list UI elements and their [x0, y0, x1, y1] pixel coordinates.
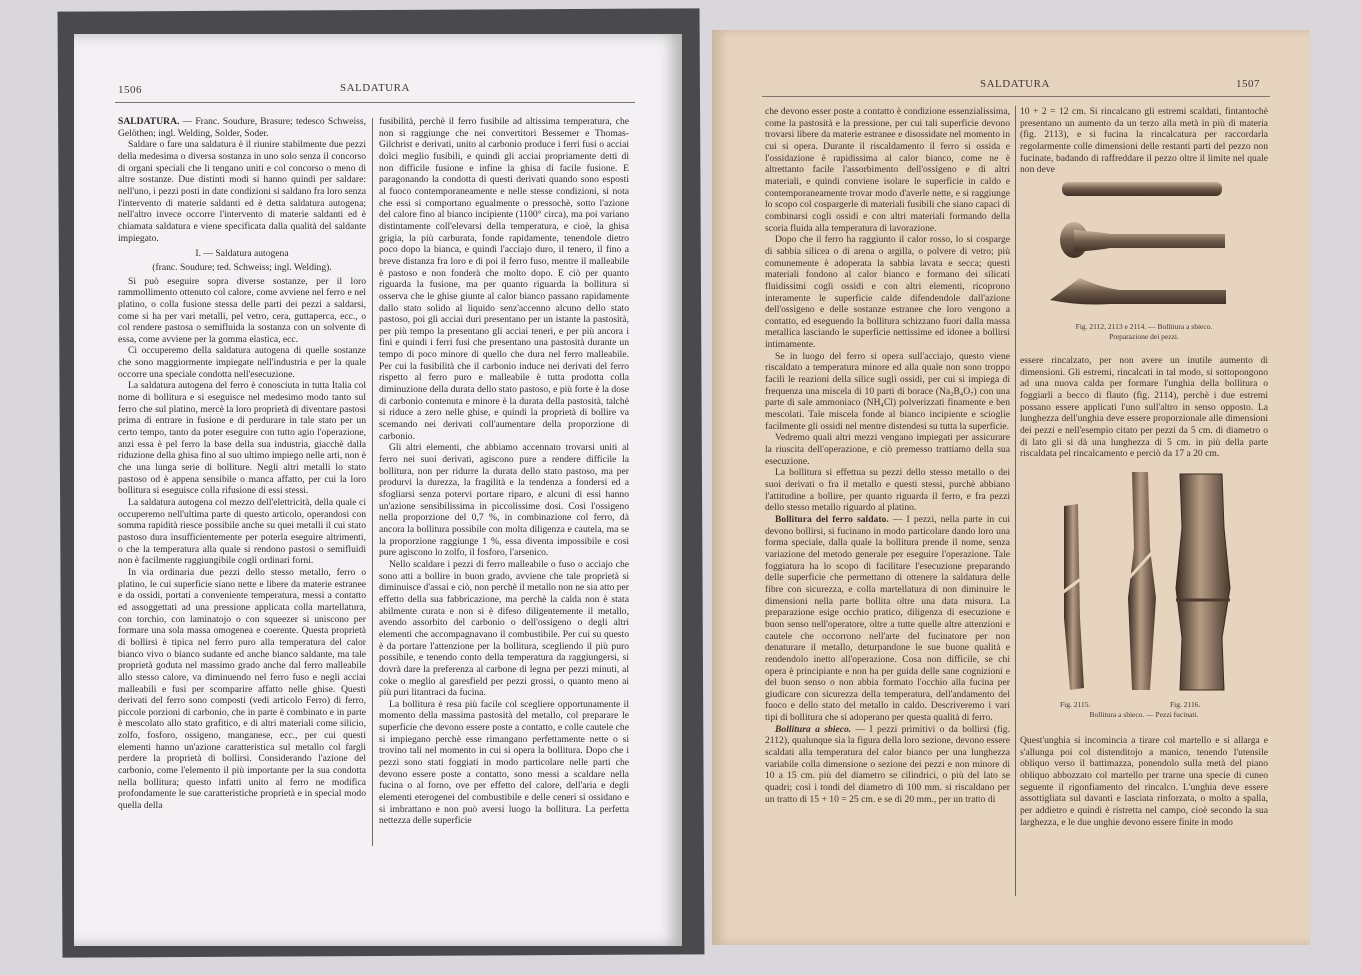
subsection-heading: Bollitura a sbieco. — [775, 723, 852, 735]
paragraph: Se in luogo del ferro si opera sull'acciajo, questo viene riscaldato a temperatura minore ed alla quale non sono troppo facili le reazioni della silice sugli ossidi, per cui si impiega di frequenza una miscela di 10 parti di borace (Na₂B₄O₇) con una parte di sale ammoniaco (NH₄Cl) polverizzati finamente e ben mescolati. Tale miscela fonde al bianco incipiente e scioglie facilmente gli ossidi nel mentre distendesi su tutta la superficie. — [765, 350, 1010, 432]
paragraph: essere rincalzato, per non avere un inutile aumento di dimensioni. Gli estremi, rincalcati in tal modo, si sottopongono ad una nuova calda per formare l'unghia della bollitura o foggiarli a becco di flauto (fig. 2114), perchè i due estremi possano essere applicati l'uno sull'altro in senso opposto. La lunghezza dell'unghia deve essere proporzionale alle dimensioni dei pezzi e nell'esempio citato per pezzi da 5 cm. di diametro o di lato gli si dà una lunghezza di 5 cm. in più della parte riscaldata pel rincalcamento e perciò da 17 a 20 cm. — [1020, 355, 1268, 460]
rod-fig-2114 — [1050, 278, 1226, 305]
piece-fig-2116 — [1176, 474, 1230, 690]
figure-label: Fig. 2115. — [1060, 700, 1091, 709]
paragraph: che devono esser poste a contatto è condizione essenzialissima, come la pastosità e la pressione, per cui tali superficie devono trovarsi libere da materie estranee e disossidate nel momento in cui si opera. Durante il riscaldamento il ferro si ossida e l'ossidazione è rapidissima al calor bianco, come ne è altrettanto facile l'assorbimento dell'ossigeno e di altri materiali, e quindi conviene isolare le superficie in caldo e contemporaneamente trovar modo d'averle nette, e si raggiunge lo scopo col cospargerle di materiali fusibili che siano capaci di combinarsi cogli ossidi e con altri materiali formando della scoria fluida alla temperatura di lavorazione. — [765, 106, 1010, 234]
left-running-head: SALDATURA — [340, 82, 410, 94]
paragraph: Si può eseguire sopra diverse sostanze, per il loro rammollimento ottenuto col calore, come avviene nel ferro e nel platino, o colla fusione stessa delle parti dei pezzi a saldarsi, come si ha per vari metalli, pel vetro, cera, guttaperca, ecc., o col rendere pastosa o semifluida la sostanza con un solvente di essa, come avviene per la gomma elastica, ecc. — [118, 275, 366, 345]
right-running-head: SALDATURA — [980, 78, 1050, 90]
left-page-number: 1506 — [118, 84, 142, 96]
right-header-rule — [762, 96, 1270, 97]
piece-fig-2115b — [1120, 472, 1158, 690]
figure-caption-line: Fig. 2112, 2113 e 2114. — Bollitura a sbieco. — [1075, 322, 1213, 331]
section-title: I. — Saldatura autogena — [195, 248, 289, 260]
paragraph: Quest'unghia si incomincia a tirare col martello e si allarga e s'allunga poi col distenditojo a manico, tenendo l'utensile obliquo verso il battimazza, ponendolo sulla metà del piano obliquo abbozzato col martello per trarne una specie di cuneo seguente il rigonfiamento del rincalco. L'unghia deve essere assottigliata sul davanti e lasciata rinforzata, o molto a spalla, per addietro e quindi è ristretta nel campo, cioè secondo la sua larghezza, e le due unghie devono essere finite in modo — [1020, 735, 1268, 828]
paragraph: — I pezzi, nella parte in cui devono bollirsi, si fucinano in modo particolare dando loro una forma speciale, dalla quale la bollitura prende il nome, senza variazione del metodo generale per eseguire l'operazione. Tale foggiatura ha lo scopo di facilitare l'esecuzione preparando delle superficie che permettano di ottenere la saldatura delle fibre con sicurezza, e colla martellatura di non diminuire le dimensioni nella parte bollita oltre una data misura. La preparazione esige occhio pratico, diligenza di esecuzione e buon senso nell'operatore, oltre a tutte quelle altre attenzioni e cautele che occorrono nell'arte del fucinatore per non denaturare il metallo, deturpandone le sue buone qualità e rendendolo inetto all'operazione. Cosa non difficile, se chi opera è principiante e non ha per guida delle sane cognizioni e del buon senso o non abbia formato l'occhio alla fucina per giudicare con sicurezza della temperatura, dell'andamento del fuoco e dello stato del metallo in caldo. Descriveremo i vari tipi di bollitura che si adoperano per questa qualità di ferro. — [765, 513, 1010, 724]
rod-fig-2113 — [1060, 222, 1225, 258]
paragraph: La bollitura si effettua su pezzi dello stesso metallo o dei suoi derivati o fra il metallo e questi stessi, purchè abbiano l'attitudine a bollire, per quanto riguarda il ferro, e fra pezzi dello stesso metallo riguardo al platino. — [765, 467, 1010, 514]
paragraph: fusibilità, perchè il ferro fusibile ad altissima temperatura, che non si raggiunge che nei convertitori Bessemer e Thomas-Gilchrist e derivati, unito al carbonio produce i ferri fusi o acciai dolci meglio fusibili, e quindi gli acciai propriamente detti di non difficile fusione e infine la ghisa di facile fusione. E paragonando la condotta di questi derivati quando sono esposti al fuoco contemporaneamente e nelle stesse condizioni, si nota che essi si comportano egualmente o pressochè, sotto l'azione del calore fino al bianco incipiente (1100° circa), ma poi variano distintamente coll'elevarsi della temperatura, e cioè, la ghisa grigia, la più carburata, fonde rapidamente, tenendole dietro poco dopo la bianca, e quindi l'acciajo duro, il tenero, il fino a breve distanza fra loro e di poi il ferro fuso, mentre il malleabile è pastoso e non fonderà che molto dopo. E ciò per quanto riguarda la fusione, ma per quanto riguarda la bollitura si osserva che le ghise giunte al calor bianco passano rapidamente dallo stato solido al liquido senz'accenno alcuno dello stato pastoso, poi gli acciai duri presentano per un istante la pastosità, per più tempo la presentano gli acciai teneri, e per più ancora i fini e quindi i ferri fusi che presentano una pastosità durante un tempo di poco minore di quello che dura nel ferro malleabile. Per cui la fusibilità che il carbonio induce nei derivati del ferro rispetto al ferro puro e malleabile è tutta prodotta colla diminuzione della durata dello stato pastoso, e più forte è la dose di carbonio contenuta e minore è la durata della pastosità, talchè si riduce a zero nelle ghise, e quindi la proprietà di bollire va scemando nei derivati coll'aumentare della proporzione di carbonio. — [379, 116, 629, 442]
figure-caption-line: Preparazione dei pezzi. — [1109, 332, 1179, 341]
figure-label: Fig. 2116. — [1170, 700, 1201, 709]
paragraph: La saldatura autogena del ferro è conosciuta in tutta Italia col nome di bollitura e si eseguisce nel medesimo modo tanto sul ferro che sul platino, mercè la loro proprietà di diventare pastosi prima di entrare in fusione e di perdurare in tale stato per un certo tempo, tanto da poter eseguire con tutto agio l'operazione, anzi essa è pel ferro la base della sua industria, giacchè dalla riduzione della ghisa fino al suo ultimo impiego nelle arti, non è che una lunga serie di bolliture. Negli altri metalli lo stato pastoso od è appena sensibile o manca affatto, per cui la loro bollitura si eseguisce colla rifusione di essi stessi. — [118, 380, 366, 497]
paragraph: Saldare o fare una saldatura è il riunire stabilmente due pezzi della medesima o diversa sostanza in uno solo senza il concorso di organi speciali che li tengano uniti e col concorso o meno di altre sostanze. Due distinti modi si hanno quindi per saldare: nell'uno, i pezzi posti in date condizioni si saldano fra loro senza l'intervento di materie saldanti ed è detta saldatura autogena; nell'altro invece occorre l'intervento di materie saldanti ed è chiamata saldatura e viene specificata dalla qualità del saldante impiegato. — [118, 139, 366, 244]
paragraph: La saldatura autogena col mezzo dell'elettricità, della quale ci occuperemo nell'ultima parte di questo articolo, operandosi con somma rapidità riesce possibile anche su quei metalli il cui stato pastoso dura insufficientemente per poterla eseguire altrimenti, o che la temperatura alla quale si rendono pastosi o semifluidi non è facilmente raggiungibile cogli ordinari forni. — [118, 497, 366, 567]
piece-fig-2115 — [1058, 504, 1090, 690]
rod-fig-2112 — [1062, 182, 1222, 196]
figure-2112-2114-rods — [1040, 172, 1240, 312]
paragraph: Vedremo quali altri mezzi vengano impiegati per assicurare la riuscita dell'operazione, e ciò premesso trattiamo della sua esecuzione. — [765, 432, 1010, 467]
right-column-2-middle — [1020, 355, 1268, 461]
section-subtitle: (franc. Soudure; ted. Schweiss; ingl. Welding). — [152, 261, 332, 273]
left-column-divider — [372, 118, 373, 846]
figure-caption: Bollitura a sbieco. — Pezzi fucinati. — [1089, 710, 1199, 719]
entry-headword: SALDATURA. — [118, 116, 180, 127]
figure-caption — [1020, 322, 1268, 342]
right-column-1 — [765, 106, 1010, 898]
subsection-heading: Bollitura del ferro saldato. — [775, 513, 889, 525]
paragraph: Dopo che il ferro ha raggiunto il calor rosso, lo si cosparge di sabbia silicea o di arena o argilla, o polvere di vetro; più comunemente è adoperata la sabbia lavata e secca; questi materiali fondono al calor bianco e formano dei silicati fluidissimi cogli ossidi e con altri elementi, ricoprono interamente le superficie calde difendendole dall'azione dell'ossigeno e delle sostanze estranee che loro vengono a contatto, ed eseguendo la bollitura schizzano fuori dalla massa metallica lasciando le superficie nettissime ed idonee a bollirsi intimamente. — [765, 234, 1010, 351]
paragraph: In via ordinaria due pezzi dello stesso metallo, ferro o platino, le cui superficie siano nette e libere da materie estranee e da ossidi, portati a conveniente temperatura, messi a contatto ed assoggettati ad una pressione applicata colla martellatura, con torchio, con laminatojo o con squeezer si uniscono per formare una sola massa omogenea e coerente. Questa proprietà di bollirsi è tipica nel ferro puro alla temperatura del calor bianco vivo o bianco sudante ed anche bianco saldante, ma tale proprietà goduta nel massimo grado anche dal ferro malleabile allo stesso calore, va diminuendo nel ferro fuso e negli acciai malleabili e fusi per scomparire affatto nelle ghise. Questi derivati del ferro sono composti (vedi articolo Ferro) di ferro, piccole porzioni di carbonio, che in parte è combinato e in parte è mescolato allo stato grafitico, e di altri materiali come silicio, zolfo, fosforo, ossigeno, manganese, ecc., per cui questi elementi hanno un'azione caratteristica sul metallo col fargli perdere la proprietà di bollirsi. Considerando l'azione del carbonio, come l'elemento il più importante per la sua condotta nella bollitura; questo infatti unito al ferro ne modifica profondamente le sue caratteristiche proprietà e in special modo quella della — [118, 566, 366, 812]
paragraph: Gli altri elementi, che abbiamo accennato trovarsi uniti al ferro nei suoi derivati, agiscono pure a rendere difficile la bollitura, non per ridurre la durata dello stato pastoso, ma per produrvi la durezza, la fragilità e la tendenza a fondersi ed a sfogliarsi senza potervi portare riparo, e alcuni di essi hanno un'azione sensibilissima in piccolissime dosi. Così l'ossigeno nella proporzione del 0,7 %, in combinazione col ferro, dà ancora la bollitura possibile con molta diligenza e cautela, ma se la proporzione raggiunge 1 %, essa diventa impossibile e così pure agiscono lo zolfo, il fosforo, l'arsenico. — [379, 442, 629, 559]
figure-2115-2116-forged-pieces — [1050, 468, 1250, 696]
left-header-rule — [115, 102, 635, 103]
left-column-1 — [118, 116, 366, 848]
paragraph: Nello scaldare i pezzi di ferro malleabile o fuso o acciajo che sono atti a bollire in buon grado, avviene che tale proprietà si diminuisce d'assai e ciò, non perchè il metallo non ne sia atto per effetto della sua fabbricazione, ma perchè la calda non è stata abilmente curata e non si è difeso diligentemente il metallo, avendo assorbito del carbonio o dell'ossigeno o degli altri elementi che accompagnavano il combustibile. Per cui su questo è da portare l'attenzione per la bollitura, scegliendo il più puro possibile, e tenendo conto della temperatura da raggiungersi, si dovrà dare la preferenza al carbone di legna per pezzi minuti, al coke o meglio al garesfield per pezzi grossi, o quanto meno ai più puri litantraci da fucina. — [379, 558, 629, 699]
paragraph: Ci occuperemo della saldatura autogena di quelle sostanze che sono maggiormente impiegate nell'industria e per la quale occorre una speciale condotta nell'esecuzione. — [118, 345, 366, 380]
paragraph: La bollitura è resa più facile col scegliere opportunamente il momento della massima pastosità del metallo, col preparare le superficie che devono essere poste a contatto, e colle cautele che si impiegano perchè esse rimangano perfettamente nette o si trovino tali nel momento in cui si opera la bollitura. Dopo che i pezzi sono stati foggiati in modo particolare nelle parti che devono essere poste a contatto, sono messi a scaldare nella fucina o al forno, ove per effetto del calore, dell'aria e degli elementi eterogenei del combustibile e delle ceneri si ossidano e si imbrattano e non può aversi luogo la bollitura. La perfetta nettezza delle superficie — [379, 698, 629, 827]
right-page-number: 1507 — [1236, 78, 1260, 90]
entry-etymology: — Franc. Soudure, Brasure; tedesco Schweiss, Gelöthen; ingl. Welding, Solder, Soder. — [118, 116, 366, 139]
right-column-2-bottom — [1020, 735, 1268, 899]
right-column-divider — [1015, 106, 1016, 896]
left-column-2 — [379, 116, 629, 848]
paragraph: — I pezzi primitivi o da bollirsi (fig. 2112), qualunque sia la figura della loro sezione, devono essere scaldati alla temperatura del calor bianco per una lunghezza variabile colla dimensione o sezione dei pezzi e non minore di 10 a 15 cm. più del diametro se cilindrici, o più del lato se quadri; così i tondi del diametro di 100 mm. si riscaldano per un tratto di 15 + 10 = 25 cm. e se di 20 mm., per un tratto di — [765, 723, 1010, 805]
paragraph: 10 + 2 = 12 cm. Si rincalcano gli estremi scaldati, fintantochè presentano un aumento da un terzo alla metà in più di materia (fig. 2113), e si fucina la rincalcatura per raccordarla regolarmente colle dimensioni delle restanti parti del pezzo non fucinate, badando di raffreddare il pezzo oltre il limite nel quale non deve — [1020, 106, 1268, 176]
